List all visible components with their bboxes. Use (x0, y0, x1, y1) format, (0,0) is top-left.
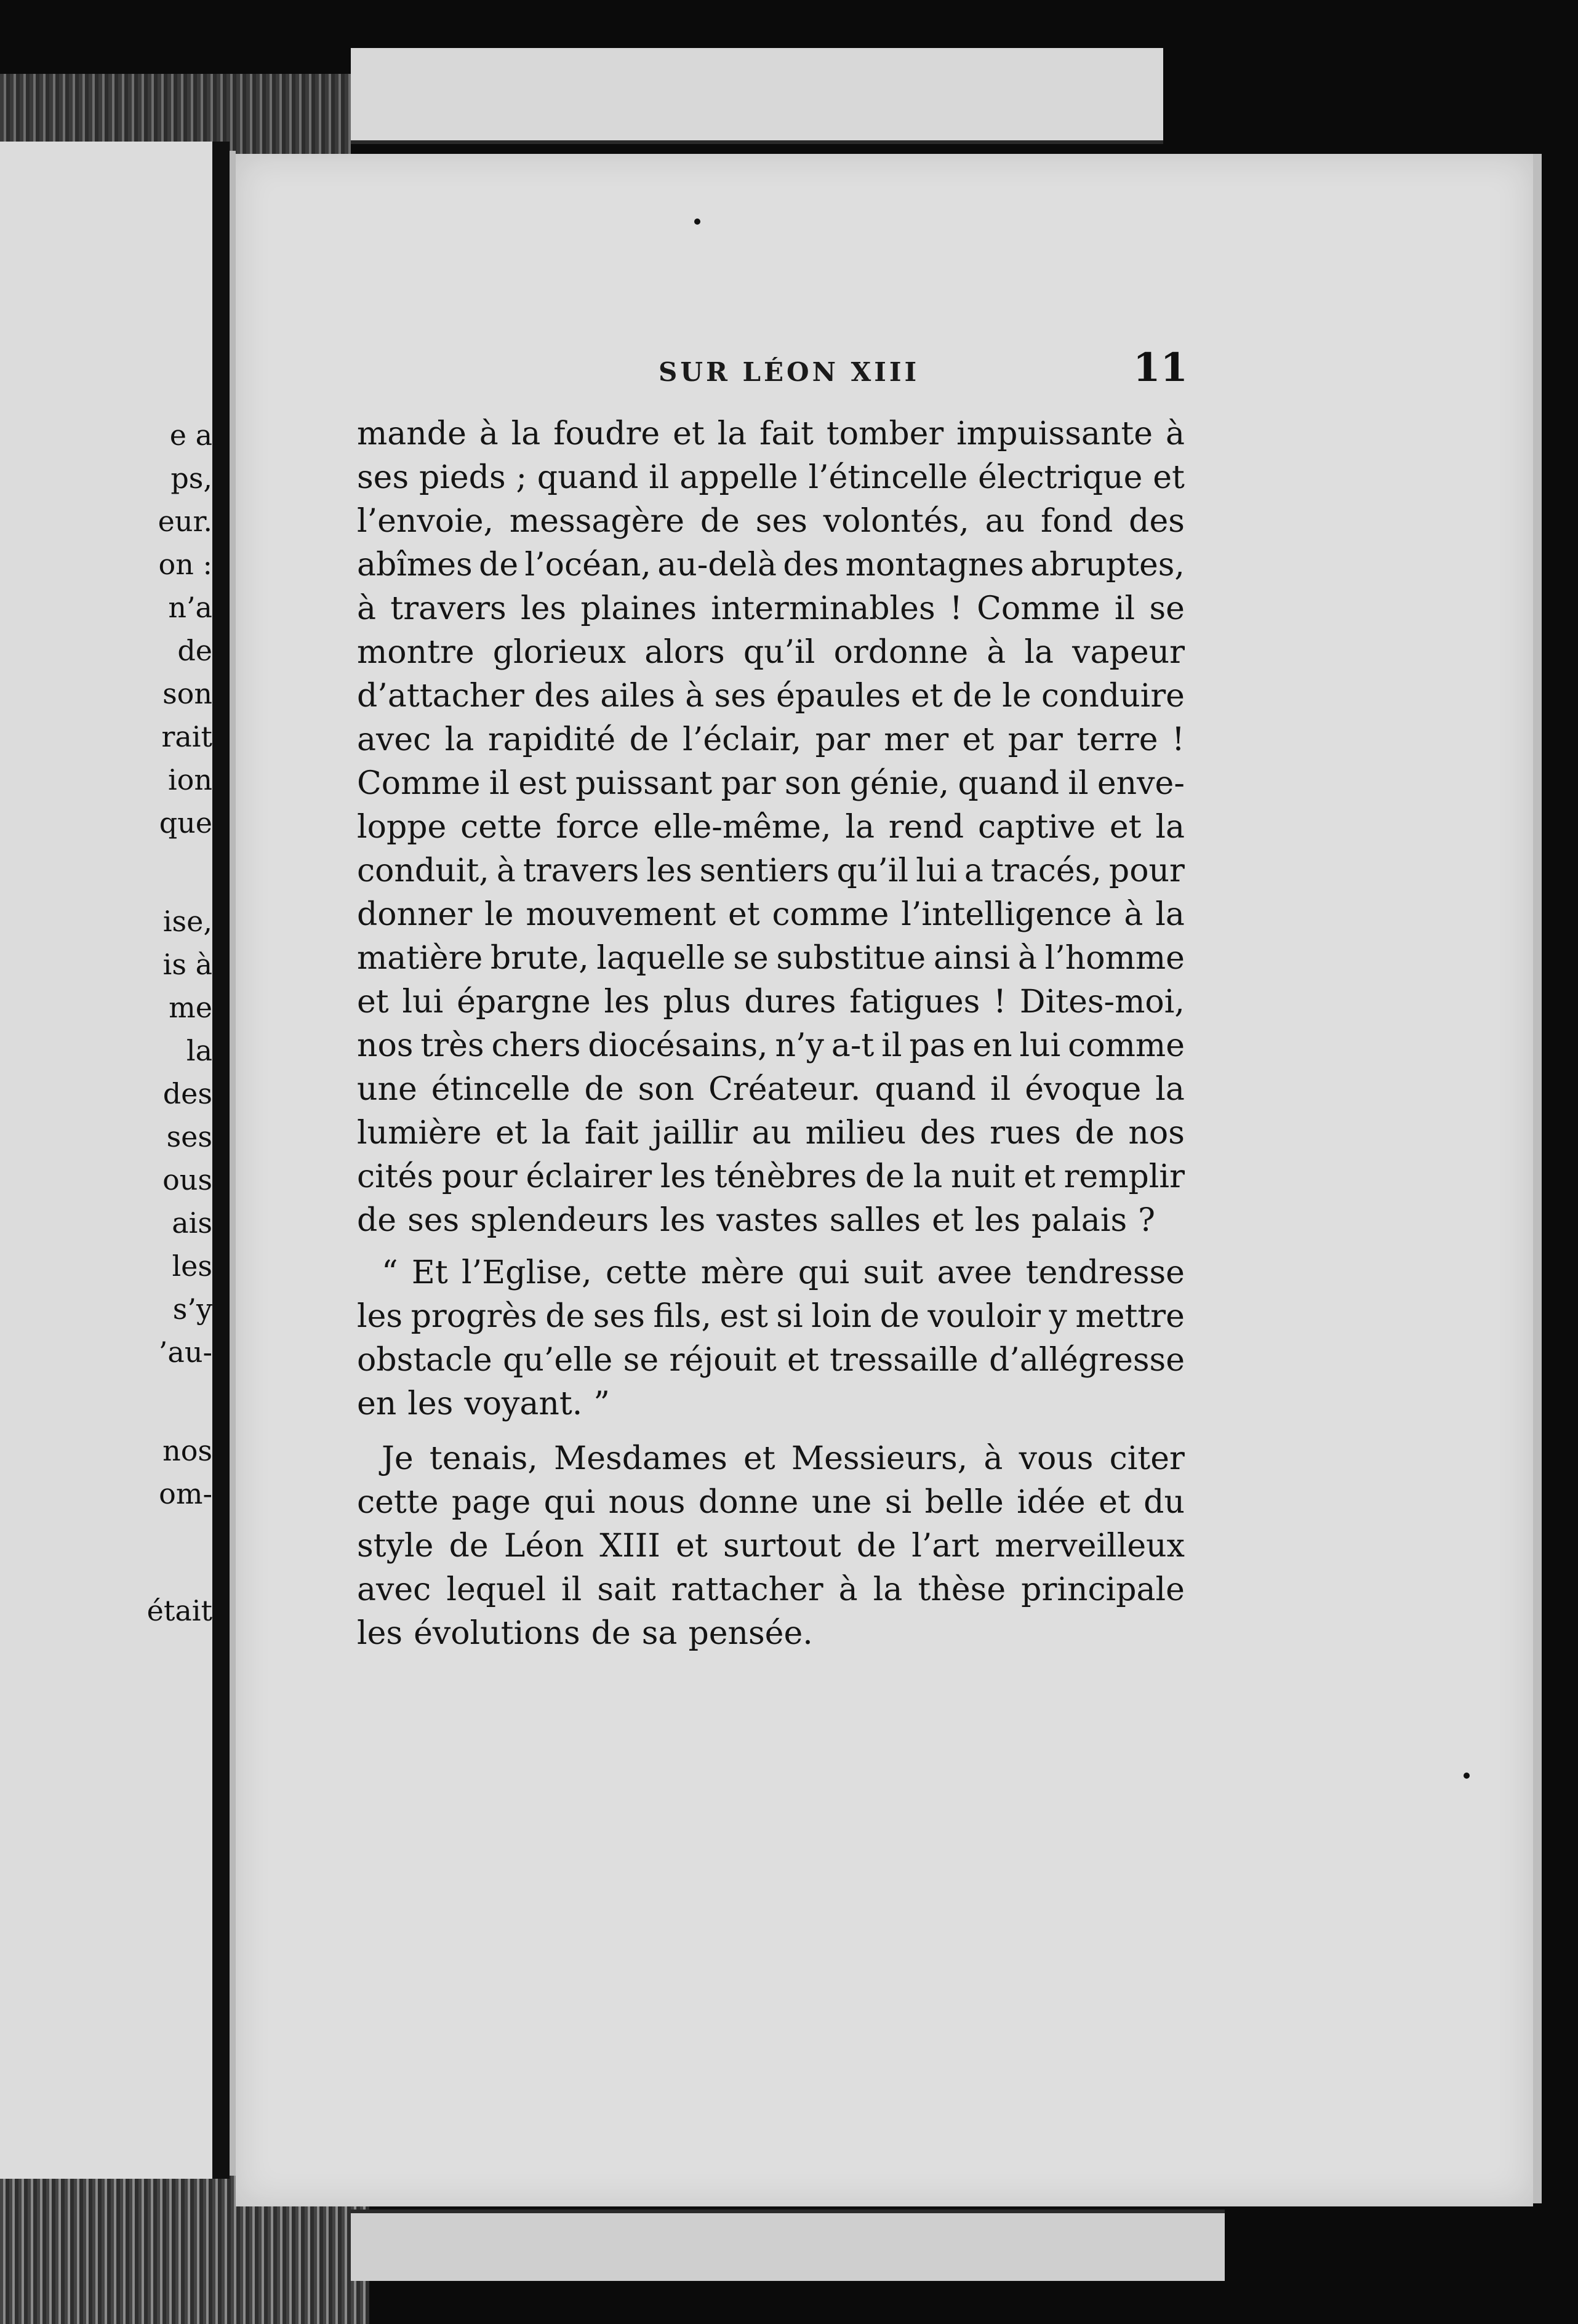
text-line: d’attacher des ailes à ses épaules et de le conduire (357, 678, 1185, 715)
left-page-fragment: de (177, 634, 212, 667)
left-page-fragment: que (159, 806, 212, 839)
text-line: les progrès de ses fils, est si loin de vouloir y mettre (357, 1298, 1185, 1335)
book-gutter (212, 142, 230, 2179)
text-line: ses pieds ; quand il appelle l’étincelle électrique et (357, 459, 1185, 496)
text-line: mande à la foudre et la fait tomber impuissante à (357, 415, 1185, 452)
text-line: Comme il est puissant par son génie, quand il enve- (357, 765, 1185, 802)
text-line: les évolutions de sa pensée. (357, 1615, 813, 1652)
left-page-fragment: n’a (168, 591, 212, 624)
left-page-fragment: était (146, 1594, 212, 1627)
text-line: nos très chers diocésains, n’y a-t il pas en lui comme (357, 1027, 1185, 1064)
text-line: à travers les plaines interminables ! Comme il se (357, 590, 1185, 627)
left-page-fragment: eur. (158, 505, 212, 538)
left-page-fragment: ion (167, 763, 212, 796)
left-page-fragment: son (162, 677, 212, 710)
left-page-fragment: ais (172, 1206, 212, 1240)
left-page-fragment: ’au- (158, 1336, 212, 1369)
paragraph (357, 412, 1185, 1243)
running-title: SUR LÉON XIII (659, 357, 920, 387)
text-line: obstacle qu’elle se réjouit et tressaille d’allégresse (357, 1342, 1185, 1379)
scanner-strip-bottom (351, 2210, 1225, 2281)
left-page-fragment: nos (162, 1434, 212, 1467)
paragraph (357, 1251, 1185, 1426)
left-page-fragment: e a (169, 419, 212, 452)
text-line: abîmes de l’océan, au-delà des montagnes abruptes, (357, 547, 1185, 583)
left-page-fragment: des (162, 1077, 212, 1110)
text-line: et lui épargne les plus dures fatigues ! Dites-moi, (357, 984, 1185, 1020)
text-line: avec lequel il sait rattacher à la thèse principale (357, 1571, 1185, 1608)
page-number: 11 (1132, 345, 1188, 391)
left-page-fragment: s’y (172, 1292, 212, 1326)
text-line: lumière et la fait jaillir au milieu des rues de nos (357, 1115, 1185, 1152)
text-line: matière brute, laquelle se substitue ainsi à l’homme (357, 940, 1185, 977)
left-page-fragment: om- (159, 1477, 212, 1510)
left-page-fragment: les (172, 1249, 212, 1283)
speck (1464, 1773, 1470, 1779)
text-line: montre glorieux alors qu’il ordonne à la vapeur (357, 634, 1185, 671)
left-page-edge (0, 142, 212, 2179)
left-page-fragment: ps, (170, 462, 212, 495)
text-line: Je tenais, Mesdames et Messieurs, à vous citer (382, 1440, 1185, 1477)
scanner-strip-top (351, 48, 1163, 144)
text-line: une étincelle de son Créateur. quand il évoque la (357, 1071, 1185, 1108)
speck (694, 218, 700, 225)
body-text (357, 412, 1185, 1656)
text-line: cette page qui nous donne une si belle idée et du (357, 1484, 1185, 1521)
left-page-fragment: la (186, 1034, 212, 1067)
gutter-highlight (230, 151, 236, 2176)
text-line: avec la rapidité de l’éclair, par mer et par terre ! (357, 721, 1185, 758)
page-edge-shadow (1533, 154, 1542, 2203)
text-line: l’envoie, messagère de ses volontés, au fond des (357, 503, 1185, 540)
left-page-fragment: ise, (162, 905, 212, 938)
left-page-fragment: ses (166, 1120, 212, 1153)
left-page-fragment: on : (158, 548, 212, 581)
text-line: en les voyant. ” (357, 1385, 610, 1422)
text-line: de ses splendeurs les vastes salles et les palais ? (357, 1202, 1156, 1239)
left-page-fragment: me (169, 991, 212, 1024)
text-line: style de Léon XIII et surtout de l’art merveilleux (357, 1528, 1185, 1565)
text-line: loppe cette force elle-même, la rend captive et la (357, 809, 1185, 846)
left-page-fragment: ous (162, 1163, 212, 1196)
text-line: conduit, à travers les sentiers qu’il lui a tracés, pour (357, 852, 1185, 889)
text-line: cités pour éclairer les ténèbres de la nuit et remplir (357, 1158, 1185, 1195)
left-page-fragment: is à (162, 948, 212, 981)
page-header (659, 345, 1188, 400)
text-line: donner le mouvement et comme l’intelligence à la (357, 896, 1185, 933)
text-line: “ Et l’Eglise, cette mère qui suit avee tendresse (382, 1254, 1185, 1291)
left-page-fragment: rait (161, 720, 212, 753)
paragraph (357, 1437, 1185, 1656)
